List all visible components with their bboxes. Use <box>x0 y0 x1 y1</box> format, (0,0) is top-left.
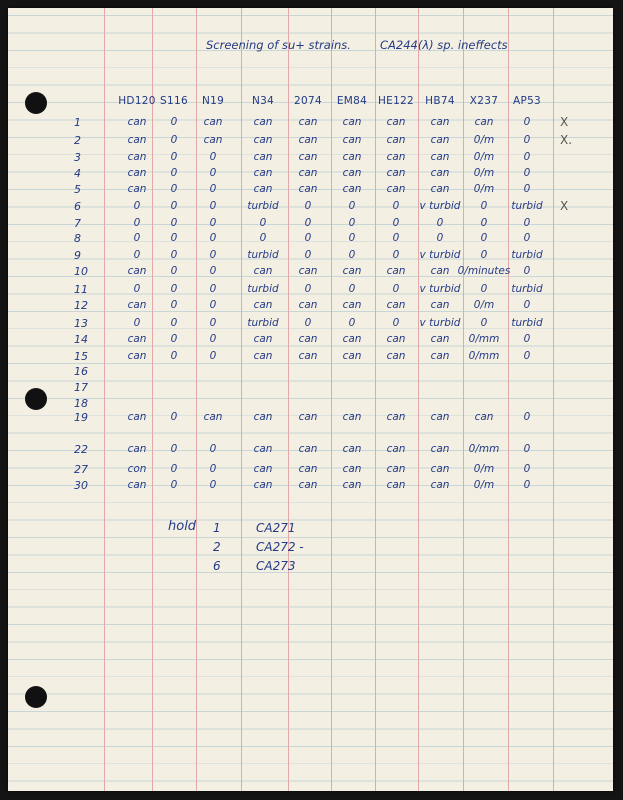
margin-rule <box>463 8 464 791</box>
table-cell: can <box>253 411 273 423</box>
table-cell: turbid <box>511 317 543 329</box>
row-number: 7 <box>74 217 81 230</box>
table-cell: 0 <box>209 350 217 362</box>
hold-item-strain: CA273 <box>256 559 296 573</box>
row-number: 3 <box>74 151 81 164</box>
table-cell: 0 <box>133 317 141 329</box>
table-cell: 0 <box>209 333 217 345</box>
pencil-check-mark: X <box>560 115 569 129</box>
table-cell: can <box>203 411 223 423</box>
table-cell: can <box>298 183 318 195</box>
row-number: 27 <box>74 463 88 476</box>
hold-label: hold <box>168 519 197 534</box>
table-cell: can <box>253 350 273 362</box>
table-cell: 0 <box>209 463 217 475</box>
row-number: 11 <box>74 283 88 296</box>
table-cell: 0 <box>523 479 531 491</box>
table-cell: 0 <box>523 411 531 423</box>
table-cell: turbid <box>511 283 543 295</box>
table-cell: can <box>298 167 318 179</box>
table-cell: can <box>386 151 406 163</box>
table-cell: can <box>298 350 318 362</box>
table-cell: 0/m <box>473 134 495 146</box>
table-cell: can <box>342 151 362 163</box>
column-header-n19: N19 <box>201 95 225 107</box>
table-cell: can <box>342 443 362 455</box>
table-cell: 0 <box>523 463 531 475</box>
table-cell: 0 <box>170 200 178 212</box>
table-cell: can <box>253 265 273 277</box>
table-cell: can <box>386 443 406 455</box>
table-cell: can <box>253 479 273 491</box>
table-cell: 0 <box>209 249 217 261</box>
table-cell: v turbid <box>419 200 461 212</box>
table-cell: turbid <box>247 249 279 261</box>
table-cell: 0 <box>170 317 178 329</box>
table-cell: 0 <box>523 151 531 163</box>
table-cell: can <box>342 265 362 277</box>
table-cell: can <box>430 167 450 179</box>
table-cell: can <box>253 333 273 345</box>
table-cell: 0 <box>523 232 531 244</box>
table-cell: 0 <box>170 151 178 163</box>
table-cell: 0 <box>392 317 400 329</box>
table-cell: can <box>127 151 147 163</box>
table-cell: 0 <box>523 134 531 146</box>
table-cell: can <box>253 167 273 179</box>
row-number: 6 <box>74 200 81 213</box>
table-cell: 0 <box>170 232 178 244</box>
table-cell: 0 <box>170 167 178 179</box>
table-cell: can <box>253 183 273 195</box>
table-cell: 0 <box>348 200 356 212</box>
table-cell: can <box>386 134 406 146</box>
table-cell: 0 <box>523 116 531 128</box>
table-cell: can <box>298 299 318 311</box>
row-number: 5 <box>74 183 81 196</box>
row-number: 13 <box>74 317 88 330</box>
table-cell: 0 <box>436 232 444 244</box>
table-cell: 0 <box>436 217 444 229</box>
table-cell: 0 <box>170 411 178 423</box>
table-cell: can <box>474 411 494 423</box>
table-cell: 0 <box>133 232 141 244</box>
row-number: 8 <box>74 232 81 245</box>
table-cell: 0 <box>392 200 400 212</box>
table-cell: 0 <box>209 443 217 455</box>
table-cell: v turbid <box>419 249 461 261</box>
table-cell: 0 <box>259 232 267 244</box>
hold-item-strain: CA271 <box>256 521 296 535</box>
table-cell: 0 <box>170 249 178 261</box>
column-header-s116: S116 <box>160 95 188 107</box>
table-cell: 0 <box>209 232 217 244</box>
table-cell: can <box>386 116 406 128</box>
table-cell: 0 <box>348 249 356 261</box>
table-cell: turbid <box>247 317 279 329</box>
table-cell: 0 <box>392 232 400 244</box>
hold-item-number: 2 <box>213 540 221 554</box>
table-cell: can <box>386 183 406 195</box>
table-cell: can <box>298 134 318 146</box>
table-cell: can <box>127 333 147 345</box>
table-cell: 0 <box>209 217 217 229</box>
table-cell: 0 <box>523 167 531 179</box>
table-cell: 0 <box>304 249 312 261</box>
column-header-em84: EM84 <box>336 95 368 107</box>
table-cell: can <box>298 265 318 277</box>
table-cell: 0 <box>209 283 217 295</box>
table-cell: can <box>386 350 406 362</box>
column-header-x237: X237 <box>469 95 499 107</box>
table-cell: can <box>127 350 147 362</box>
punch-hole <box>25 388 47 410</box>
table-cell: 0 <box>170 116 178 128</box>
pencil-check-mark: X. <box>560 133 573 147</box>
table-cell: 0 <box>209 183 217 195</box>
table-cell: can <box>253 463 273 475</box>
table-cell: turbid <box>247 200 279 212</box>
table-cell: 0 <box>170 134 178 146</box>
row-number: 22 <box>74 443 88 456</box>
table-cell: 0 <box>209 265 217 277</box>
margin-rule <box>418 8 419 791</box>
table-cell: turbid <box>247 283 279 295</box>
table-cell: 0/mm <box>468 350 500 362</box>
row-number: 10 <box>74 265 88 278</box>
column-header-2074: 2074 <box>294 95 322 107</box>
table-cell: can <box>253 116 273 128</box>
table-cell: 0/mm <box>468 333 500 345</box>
table-cell: can <box>430 411 450 423</box>
margin-rule <box>508 8 509 791</box>
page-subtitle: CA244(λ) sp. ineffects <box>380 38 508 52</box>
table-cell: can <box>298 151 318 163</box>
table-cell: 0 <box>209 167 217 179</box>
table-cell: can <box>386 265 406 277</box>
table-cell: can <box>430 299 450 311</box>
table-cell: 0 <box>480 232 488 244</box>
table-cell: 0/m <box>473 463 495 475</box>
table-cell: can <box>430 265 450 277</box>
table-cell: 0/m <box>473 167 495 179</box>
table-cell: 0 <box>209 151 217 163</box>
table-cell: 0 <box>209 317 217 329</box>
table-cell: 0 <box>304 200 312 212</box>
table-cell: 0 <box>170 283 178 295</box>
table-cell: can <box>386 299 406 311</box>
table-cell: 0/m <box>473 151 495 163</box>
table-cell: turbid <box>511 249 543 261</box>
punch-hole <box>25 92 47 114</box>
table-cell: can <box>127 265 147 277</box>
table-cell: 0 <box>170 479 178 491</box>
margin-rule <box>375 8 376 791</box>
column-header-hd120: HD120 <box>118 95 156 107</box>
table-cell: can <box>342 411 362 423</box>
table-cell: 0 <box>170 217 178 229</box>
table-cell: can <box>342 333 362 345</box>
table-cell: can <box>253 299 273 311</box>
table-cell: 0 <box>348 283 356 295</box>
table-cell: can <box>298 333 318 345</box>
table-cell: 0 <box>304 217 312 229</box>
table-cell: 0 <box>392 249 400 261</box>
table-cell: can <box>298 411 318 423</box>
table-cell: can <box>298 479 318 491</box>
punch-hole <box>25 686 47 708</box>
table-cell: 0/m <box>473 299 495 311</box>
table-cell: can <box>474 116 494 128</box>
row-number: 15 <box>74 350 88 363</box>
row-number: 12 <box>74 299 88 312</box>
table-cell: can <box>127 116 147 128</box>
table-cell: can <box>342 350 362 362</box>
table-cell: can <box>430 183 450 195</box>
table-cell: 0 <box>304 317 312 329</box>
row-number: 9 <box>74 249 81 262</box>
column-header-hb74: HB74 <box>425 95 455 107</box>
table-cell: can <box>386 333 406 345</box>
table-cell: 0 <box>170 265 178 277</box>
table-cell: 0 <box>523 299 531 311</box>
table-cell: 0 <box>523 350 531 362</box>
table-cell: 0 <box>348 232 356 244</box>
table-cell: can <box>386 167 406 179</box>
table-cell: can <box>430 116 450 128</box>
table-cell: 0 <box>392 217 400 229</box>
table-cell: can <box>430 350 450 362</box>
row-number: 30 <box>74 479 88 492</box>
table-cell: 0 <box>523 333 531 345</box>
table-cell: can <box>342 299 362 311</box>
margin-rule <box>104 8 105 791</box>
table-cell: 0 <box>133 200 141 212</box>
table-cell: can <box>430 333 450 345</box>
table-cell: v turbid <box>419 283 461 295</box>
table-cell: can <box>127 134 147 146</box>
table-cell: can <box>342 463 362 475</box>
table-cell: 0 <box>348 217 356 229</box>
table-cell: can <box>342 479 362 491</box>
table-cell: can <box>342 167 362 179</box>
table-cell: 0 <box>480 249 488 261</box>
notebook-page <box>8 8 613 791</box>
table-cell: can <box>203 116 223 128</box>
table-cell: can <box>430 463 450 475</box>
table-cell: 0/m <box>473 479 495 491</box>
table-cell: 0 <box>170 183 178 195</box>
table-cell: 0 <box>348 317 356 329</box>
table-cell: 0 <box>523 217 531 229</box>
table-cell: can <box>430 479 450 491</box>
table-cell: can <box>298 443 318 455</box>
table-cell: can <box>430 134 450 146</box>
table-cell: 0 <box>480 200 488 212</box>
table-cell: can <box>298 116 318 128</box>
table-cell: 0/minutes <box>457 265 511 277</box>
table-cell: 0 <box>209 200 217 212</box>
table-cell: can <box>342 183 362 195</box>
table-cell: can <box>127 299 147 311</box>
table-cell: 0 <box>480 317 488 329</box>
table-cell: can <box>203 134 223 146</box>
table-cell: 0 <box>170 443 178 455</box>
table-cell: can <box>342 116 362 128</box>
table-cell: can <box>342 134 362 146</box>
table-cell: can <box>127 183 147 195</box>
table-cell: can <box>127 443 147 455</box>
table-cell: can <box>298 463 318 475</box>
table-cell: 0 <box>304 232 312 244</box>
table-cell: 0 <box>133 283 141 295</box>
margin-rule <box>553 8 554 791</box>
row-number: 16 <box>74 365 88 378</box>
table-cell: can <box>253 151 273 163</box>
row-number: 1 <box>74 116 81 129</box>
table-cell: can <box>386 479 406 491</box>
table-cell: con <box>127 463 147 475</box>
table-cell: 0 <box>170 350 178 362</box>
table-cell: 0 <box>209 299 217 311</box>
table-cell: can <box>253 134 273 146</box>
table-cell: 0/m <box>473 183 495 195</box>
hold-item-strain: CA272 - <box>256 540 304 554</box>
table-cell: 0 <box>392 283 400 295</box>
column-header-he122: HE122 <box>377 95 415 107</box>
table-cell: can <box>386 463 406 475</box>
table-cell: 0 <box>523 265 531 277</box>
margin-rule <box>241 8 242 791</box>
table-cell: 0 <box>170 463 178 475</box>
table-cell: v turbid <box>419 317 461 329</box>
pencil-check-mark: X <box>560 199 569 213</box>
column-header-n34: N34 <box>251 95 275 107</box>
table-cell: 0/mm <box>468 443 500 455</box>
table-cell: 0 <box>133 217 141 229</box>
row-number: 14 <box>74 333 88 346</box>
table-cell: 0 <box>170 299 178 311</box>
margin-rule <box>331 8 332 791</box>
table-cell: can <box>430 443 450 455</box>
page-title: Screening of su+ strains. <box>206 38 351 52</box>
table-cell: can <box>127 479 147 491</box>
margin-rule <box>152 8 153 791</box>
table-cell: 0 <box>170 333 178 345</box>
row-number: 4 <box>74 167 81 180</box>
table-cell: 0 <box>523 443 531 455</box>
table-cell: can <box>127 167 147 179</box>
table-cell: can <box>253 443 273 455</box>
table-cell: 0 <box>523 183 531 195</box>
row-number: 19 <box>74 411 88 424</box>
table-cell: 0 <box>133 249 141 261</box>
row-number: 17 <box>74 381 88 394</box>
margin-rule <box>196 8 197 791</box>
table-cell: 0 <box>304 283 312 295</box>
table-cell: 0 <box>259 217 267 229</box>
margin-rule <box>288 8 289 791</box>
table-cell: 0 <box>209 479 217 491</box>
table-cell: turbid <box>511 200 543 212</box>
table-cell: 0 <box>480 283 488 295</box>
table-cell: can <box>386 411 406 423</box>
row-number: 18 <box>74 397 88 410</box>
column-header-ap53: AP53 <box>512 95 542 107</box>
hold-item-number: 1 <box>213 521 221 535</box>
row-number: 2 <box>74 134 81 147</box>
table-cell: 0 <box>480 217 488 229</box>
table-cell: can <box>430 151 450 163</box>
table-cell: can <box>127 411 147 423</box>
hold-item-number: 6 <box>213 559 221 573</box>
